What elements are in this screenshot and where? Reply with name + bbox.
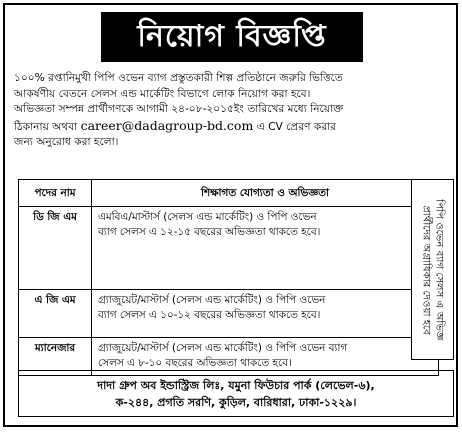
- intro-line-1: ১০০% রপ্তানিমুখী পিপি ওভেন ব্যাগ প্রস্তুতকারী শিল্প প্রতিষ্ঠানে জরুরি ভিত্তিতে: [14, 72, 343, 84]
- requirement-line: সেলস এ ৮-১০ বছরের অভিজ্ঞতা থাকতে হবে।: [98, 357, 292, 369]
- intro-paragraph: [14, 71, 454, 151]
- job-advertisement: [3, 3, 458, 427]
- company-address: [18, 370, 454, 417]
- side-note-text: [420, 199, 446, 340]
- requirement-line: গ্র্যাজুয়েট/মাস্টার্স (সেলস এন্ড মার্কেটিং) ও পিপি ওভেন: [98, 294, 326, 306]
- header-requirements: শিক্ষাগত যোগ্যতা ও অভিজ্ঞতা: [92, 180, 439, 207]
- intro-line-2: আকর্ষণীয় বেতনে সেলস এন্ড মার্কেটিং বিভাগে লোক নিয়োগ করা হবে।: [14, 87, 311, 100]
- requirement-line: ব্যাগ সেলস এ ১০-১২ বছরের অভিজ্ঞতা থাকতে হবে।: [98, 309, 321, 321]
- table-header-row: [19, 180, 439, 207]
- ad-title: নিয়োগ বিজ্ঞপ্তি: [101, 12, 363, 62]
- intro-line-5: জন্য অনুরোধ করা হলো।: [14, 136, 119, 149]
- post-name: ম্যানেজার: [19, 338, 92, 376]
- post-name: ডি জি এম: [19, 207, 92, 290]
- table-row: [19, 207, 439, 290]
- side-note-line-2: প্রার্থীদের অগ্রাধিকার দেওয়া হবে: [420, 204, 432, 335]
- requirements: [92, 207, 439, 290]
- side-note: [411, 179, 454, 360]
- post-name: এ জি এম: [19, 290, 92, 338]
- intro-line-4: [14, 118, 454, 136]
- table-row: [19, 290, 439, 338]
- address-line-1: দাদা গ্রুপ অব ইন্ডাস্ট্রিজ লিঃ, যমুনা ফিউচার পার্ক (লেভেল-৬),: [97, 378, 375, 392]
- requirements: [92, 290, 439, 338]
- side-note-line-1: পিপি ওভেন ব্যাগ সেলস এ অভিজ্ঞ: [433, 198, 445, 341]
- header-post: পদের নাম: [19, 180, 92, 207]
- intro-line-4-suffix: এ CV প্রেরণ করার: [256, 120, 337, 133]
- address-line-2: ক-২৪৪, প্রগতি সরণি, কুড়িল, বারিধারা, ঢাকা-১২২৯।: [115, 395, 357, 409]
- requirement-line: এমবিএ/মাস্টার্স (সেলস এন্ড মার্কেটিং) ও পিপি ওভেন: [98, 211, 317, 223]
- career-email: career@dadagroup-bd.com: [80, 117, 254, 133]
- positions-table: [18, 179, 439, 376]
- intro-line-4-prefix: ঠিকানায় অথবা: [14, 120, 78, 133]
- intro-line-3: অভিজ্ঞতা সম্পন্ন প্রার্থীগণকে আগামী ২৪-০৮-২০১৫ইং তারিখের মধ্যে নিয়োক্ত: [14, 103, 344, 116]
- requirement-line: গ্র্যাজুয়েট/মাস্টার্স (সেলস এন্ড মার্কেটিং) ও পিপি ওভেন ব্যাগ: [98, 342, 348, 354]
- requirement-line: ব্যাগ সেলস এ ১২-১৫ বছরের অভিজ্ঞতা থাকতে হবে।: [98, 226, 321, 238]
